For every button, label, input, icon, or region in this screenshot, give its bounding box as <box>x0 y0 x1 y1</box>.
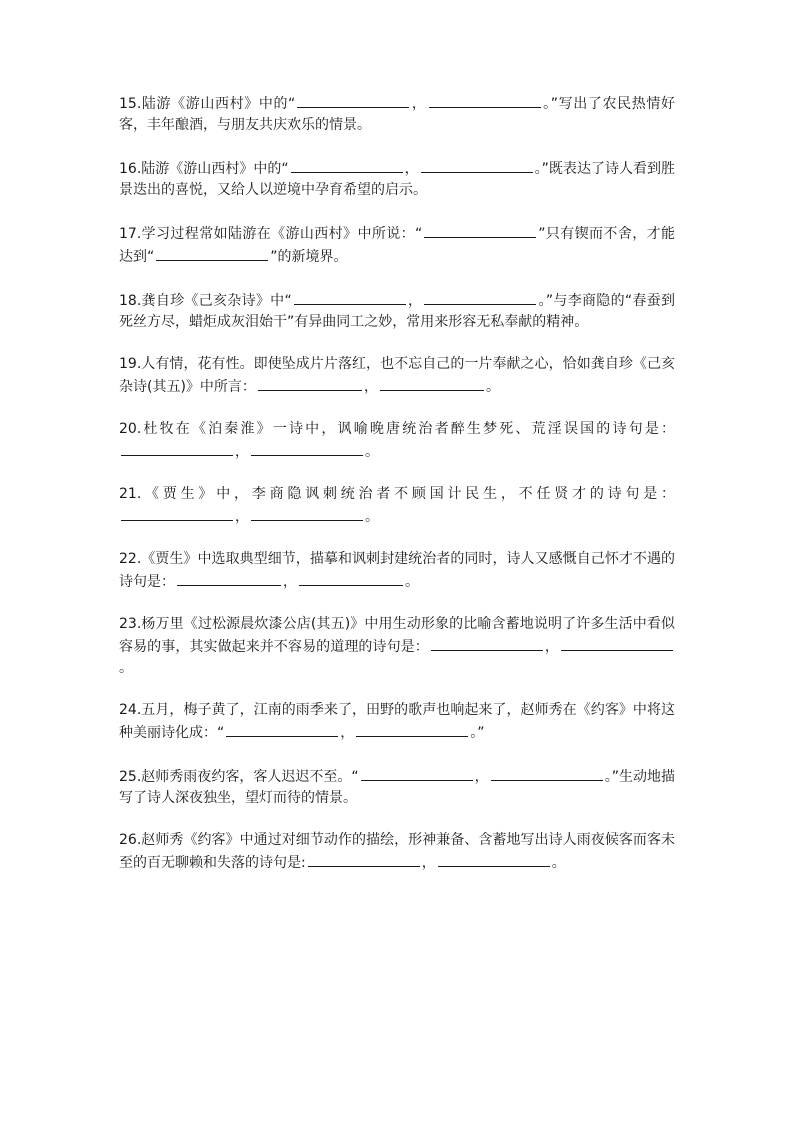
question-19 <box>119 354 675 398</box>
question-text: 16.陆游《游山西村》中的“ <box>119 161 289 177</box>
question-26 <box>119 830 675 874</box>
question-text: ， <box>474 769 489 785</box>
question-24 <box>119 700 675 744</box>
question-text: ， <box>421 855 436 871</box>
answer-blank[interactable] <box>380 375 484 391</box>
question-text: 。”与李商隐的“春蚕到死丝方尽，蜡炬成灰泪始干”有异曲同工之妙，常用来形容无私奉献的精神。 <box>119 293 676 330</box>
question-text: ， <box>235 444 249 460</box>
question-21 <box>119 484 675 528</box>
answer-blank[interactable] <box>251 440 363 456</box>
answer-blank[interactable] <box>424 289 536 305</box>
question-text: ， <box>340 725 355 741</box>
question-17 <box>119 222 675 268</box>
answer-blank[interactable] <box>438 851 550 867</box>
question-text: 25.赵师秀雨夜约客，客人迟迟不至。“ <box>119 769 359 785</box>
question-text: ， <box>404 161 419 177</box>
answer-blank[interactable] <box>491 765 603 781</box>
question-text: 。”写出了农民热情好客，丰年酿酒，与朋友共庆欢乐的情景。 <box>119 96 675 133</box>
answer-blank[interactable] <box>177 570 281 586</box>
worksheet-page <box>119 92 675 895</box>
answer-blank[interactable] <box>299 570 403 586</box>
question-text: 20.杜牧在《泊秦淮》一诗中，讽喻晚唐统治者醉生梦死、荒淫误国的诗句是： <box>119 421 675 437</box>
question-23 <box>119 614 675 679</box>
question-text: ”的新境界。 <box>270 249 348 265</box>
question-text: ， <box>407 293 423 309</box>
question-text: 26.赵师秀《约客》中通过对细节动作的描绘，形神兼备、含蓄地写出诗人雨夜候客而客未至的百无聊赖和失落的诗句是: <box>119 832 675 871</box>
question-text: 19.人有情，花有性。即使坠成片片落红，也不忘自己的一片奉献之心，恰如龚自珍《己亥杂诗(其五)》中所言： <box>119 356 675 395</box>
answer-blank[interactable] <box>156 245 268 261</box>
answer-blank[interactable] <box>561 635 673 651</box>
answer-blank[interactable] <box>356 721 468 737</box>
question-text: 。” <box>470 725 485 741</box>
question-text: 21.《贾生》中，李商隐讽刺统治者不顾国计民生，不任贤才的诗句是： <box>119 486 675 502</box>
question-18 <box>119 289 675 333</box>
answer-blank[interactable] <box>251 505 363 521</box>
question-text: 22.《贾生》中选取典型细节，描摹和讽刺封建统治者的同时，诗人又感慨自己怀才不遇的诗句是： <box>119 551 675 590</box>
question-text: 。 <box>365 444 379 460</box>
question-25 <box>119 765 675 809</box>
question-text: ”只有锲而不舍，才能达到“ <box>119 226 675 265</box>
question-text: 18.龚自珍《己亥杂诗》中“ <box>119 293 292 309</box>
question-text: ， <box>283 574 297 590</box>
question-text: 。 <box>485 379 500 395</box>
answer-blank[interactable] <box>258 375 362 391</box>
answer-blank[interactable] <box>294 289 406 305</box>
question-15 <box>119 92 675 136</box>
answer-blank[interactable] <box>291 157 403 173</box>
answer-blank[interactable] <box>297 92 409 108</box>
question-text: 17.学习过程常如陆游在《游山西村》中所说：“ <box>119 226 423 242</box>
question-text: 。”生动地描写了诗人深夜独坐，望灯而待的情景。 <box>119 769 675 806</box>
answer-blank[interactable] <box>121 505 233 521</box>
question-20 <box>119 419 675 463</box>
answer-blank[interactable] <box>361 765 473 781</box>
question-text: 。 <box>119 660 133 676</box>
question-16 <box>119 157 675 201</box>
answer-blank[interactable] <box>121 440 233 456</box>
question-text: 。 <box>551 855 566 871</box>
question-text: ， <box>544 639 560 655</box>
answer-blank[interactable] <box>431 635 543 651</box>
question-text: 23.杨万里《过松源晨炊漆公店(其五)》中用生动形象的比喻含蓄地说明了许多生活中看似容易的事，其实做起来并不容易的道理的诗句是： <box>119 616 675 655</box>
question-text: ， <box>411 96 427 112</box>
question-text: ， <box>235 509 249 525</box>
answer-blank[interactable] <box>308 851 420 867</box>
answer-blank[interactable] <box>424 222 536 238</box>
question-text: 15.陆游《游山西村》中的“ <box>119 96 296 112</box>
question-text: 。 <box>365 509 379 525</box>
question-22 <box>119 549 675 593</box>
question-text: 24.五月，梅子黄了，江南的雨季来了，田野的歌声也响起来了，赵师秀在《约客》中将这种美丽诗化成：“ <box>119 702 675 741</box>
question-text: ， <box>363 379 378 395</box>
answer-blank[interactable] <box>421 157 533 173</box>
answer-blank[interactable] <box>226 721 338 737</box>
question-text: 。 <box>405 574 419 590</box>
answer-blank[interactable] <box>429 92 541 108</box>
question-text: 。”既表达了诗人看到胜景迭出的喜悦，又给人以逆境中孕育希望的启示。 <box>119 161 676 198</box>
